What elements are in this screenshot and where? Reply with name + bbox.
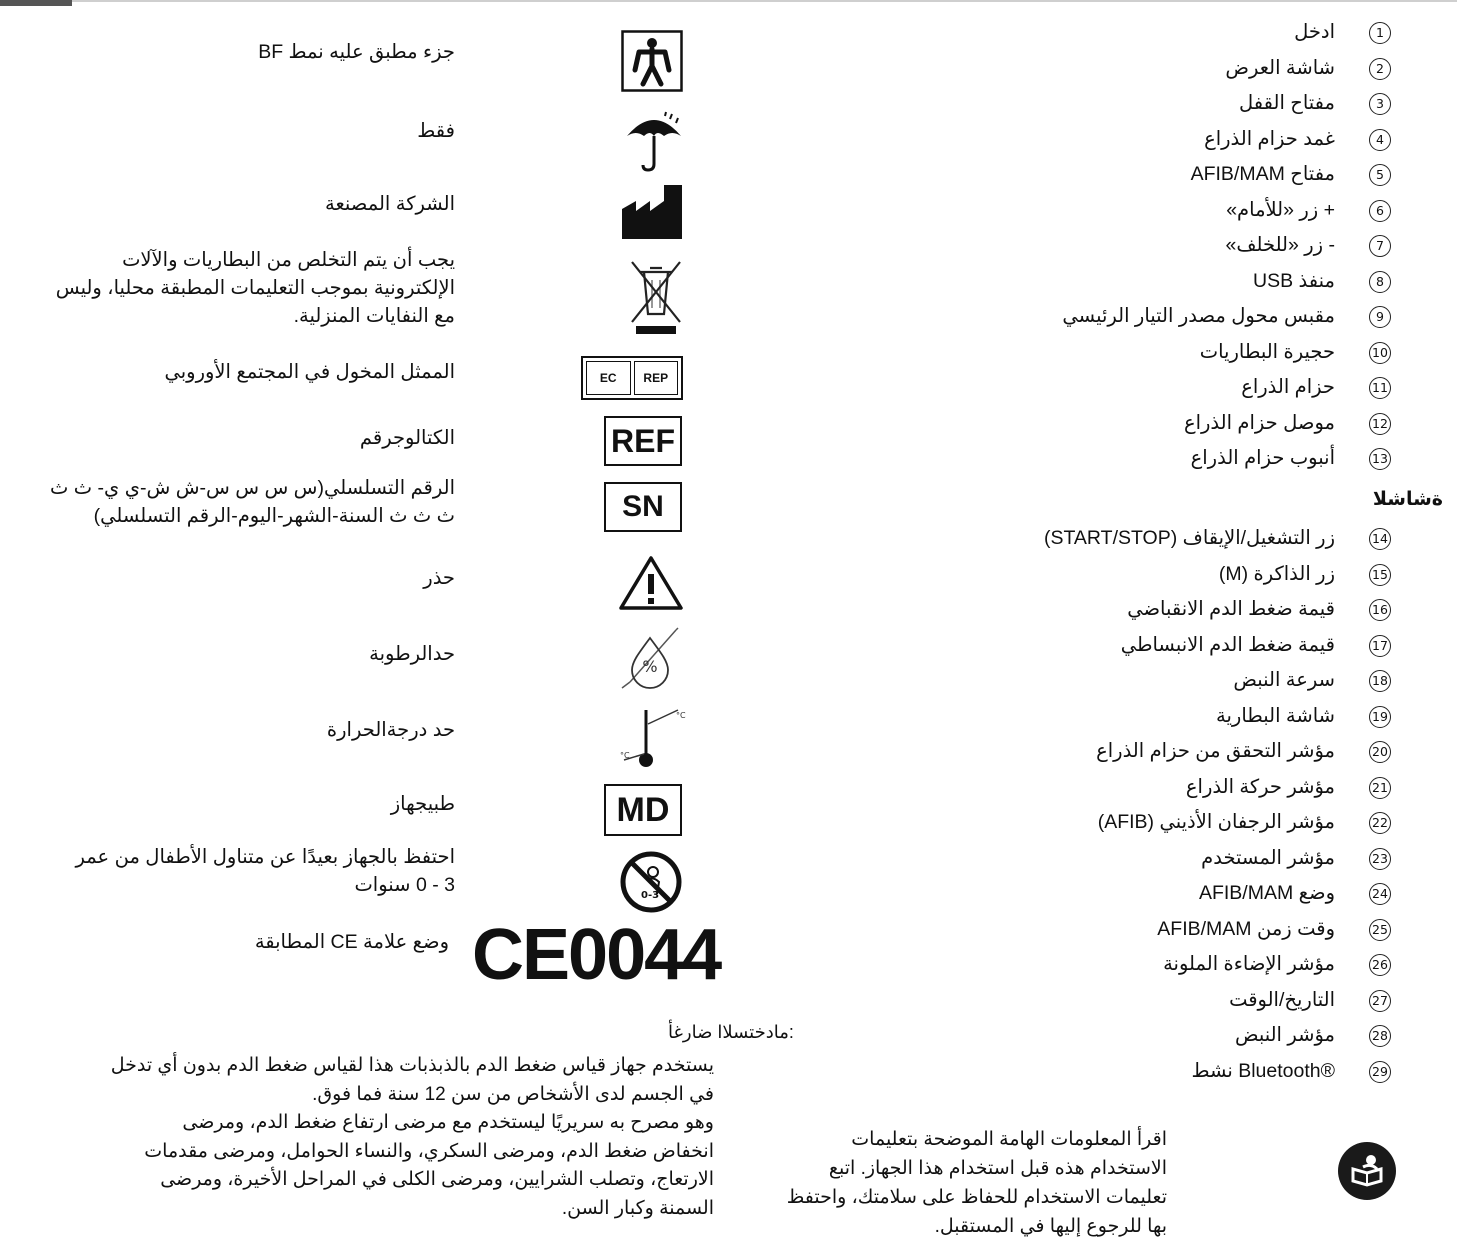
- item-number-badge: 17: [1369, 635, 1391, 657]
- warning-triangle-icon: [618, 554, 684, 612]
- item-number-badge: 19: [1369, 706, 1391, 728]
- item-number-badge: 25: [1369, 919, 1391, 941]
- svg-text:°C: °C: [676, 711, 686, 720]
- humidity-limit-text: حدالرطوبة: [369, 643, 455, 665]
- item-number-badge: 8: [1369, 271, 1391, 293]
- bf-applied-part-icon: [621, 30, 683, 92]
- item-label: منفذ USB: [1253, 269, 1335, 292]
- rep-box: REP: [634, 361, 679, 395]
- item-number-badge: 14: [1369, 528, 1391, 550]
- item-label: مؤشر النبض: [1234, 1024, 1335, 1046]
- keep-away-children-icon: [619, 850, 683, 914]
- item-label: التاريخ/الوقت: [1229, 988, 1335, 1011]
- ce-mark-text: وضع علامة CE المطابقة: [254, 931, 449, 953]
- display-item-18: [900, 662, 1457, 698]
- children-line-1: احتفظ بالجهاز بعيدًا عن متناول الأطفال من عمر: [75, 846, 455, 868]
- display-item-27: [900, 982, 1457, 1018]
- medical-device-icon: [604, 784, 682, 836]
- item-label: أنبوب حزام الذراع: [1190, 447, 1335, 469]
- item-number-badge: 3: [1369, 93, 1391, 115]
- serial-line-1: الرقم التسلسلي(س س س س-ش ش-ي ي- ث ث: [50, 477, 455, 499]
- item-number-badge: 29: [1369, 1061, 1391, 1083]
- component-item-6: [900, 192, 1457, 228]
- intended-use-line-5: الارتعاج، وتصلب الشرايين، ومرضى الكلى في المراحل الأخيرة، ومرضى: [160, 1169, 714, 1190]
- item-label: + زر «للأمام»: [1226, 198, 1335, 221]
- item-number-badge: 15: [1369, 564, 1391, 586]
- note-line-4: بها للرجوع إليها في المستقبل.: [934, 1216, 1167, 1237]
- ec-rep-text: الممثل المخول في المجتمع الأوروبي: [164, 361, 455, 383]
- item-label: مؤشر الإضاءة الملونة: [1163, 953, 1335, 975]
- keep-dry-umbrella-icon: [624, 110, 684, 172]
- weee-line-3: مع النفايات المنزلية.: [293, 305, 455, 327]
- ref-box: REF: [604, 416, 682, 466]
- item-number-badge: 27: [1369, 990, 1391, 1012]
- item-label: شاشة البطارية: [1216, 704, 1335, 727]
- intended-use-line-2: في الجسم لدى الأشخاص من سن 12 سنة فما فوق.: [312, 1083, 714, 1105]
- display-item-20: [900, 733, 1457, 769]
- children-line-2: 3 - 0 سنوات: [354, 874, 455, 896]
- humidity-limit-icon: [620, 624, 680, 690]
- item-number-badge: 1: [1369, 22, 1391, 44]
- item-label: غمد حزام الذراع: [1204, 127, 1335, 150]
- item-label: زر الذاكرة (M): [1218, 562, 1335, 585]
- top-rule: [0, 0, 1457, 2]
- caution-text: حذر: [423, 567, 455, 589]
- display-item-22: [900, 804, 1457, 840]
- display-item-16: [900, 591, 1457, 627]
- keep-away-children-text: [76, 843, 455, 899]
- ec-rep-icon: [581, 356, 683, 400]
- intended-use-line-6: السمنة وكبار السن.: [561, 1197, 714, 1219]
- item-number-badge: 28: [1369, 1025, 1391, 1047]
- display-item-17: [900, 627, 1457, 663]
- component-item-9: [900, 298, 1457, 334]
- weee-line-1: يجب أن يتم التخلص من البطاريات والآلات: [122, 249, 455, 271]
- note-line-3: تعليمات الاستخدام للحفاظ على سلامتك، واحتفظ: [786, 1187, 1167, 1208]
- component-list: [900, 14, 1457, 476]
- item-label: حجيرة البطاريات: [1199, 340, 1335, 363]
- intended-use-line-3: وهو مصرح به سريريًا ليستخدم مع مرضى ارتفاع ضغط الدم، ومرضى: [182, 1112, 714, 1133]
- component-item-11: [900, 369, 1457, 405]
- item-number-badge: 2: [1369, 58, 1391, 80]
- weee-line-2: الإلكترونية بموجب التعليمات المطبقة محليا، وليس: [55, 277, 455, 299]
- manufacturer-text: الشركة المصنعة: [325, 193, 455, 215]
- temperature-limit-icon: [616, 704, 686, 772]
- item-number-badge: 16: [1369, 599, 1391, 621]
- ce-mark-icon: CE0044: [472, 915, 721, 995]
- item-number-badge: 11: [1369, 377, 1391, 399]
- item-number-badge: 18: [1369, 670, 1391, 692]
- item-label: ادخل: [1294, 21, 1335, 43]
- display-item-19: [900, 698, 1457, 734]
- item-number-badge: 5: [1369, 164, 1391, 186]
- catalog-number-text: الكتالوجرقم: [359, 427, 455, 449]
- item-number-badge: 9: [1369, 306, 1391, 328]
- read-manual-icon: [1338, 1142, 1396, 1200]
- item-number-badge: 4: [1369, 129, 1391, 151]
- serial-line-2: ث ث ث السنة-الشهر-اليوم-الرقم التسلسلي): [93, 505, 455, 527]
- temperature-limit-text: حد درجةالحرارة: [326, 719, 455, 741]
- item-number-badge: 13: [1369, 448, 1391, 470]
- item-number-badge: 10: [1369, 342, 1391, 364]
- svg-text:°C: °C: [620, 751, 630, 760]
- item-number-badge: 24: [1369, 883, 1391, 905]
- component-item-3: [900, 85, 1457, 121]
- item-number-badge: 12: [1369, 413, 1391, 435]
- read-manual-note: [735, 1125, 1167, 1241]
- display-item-21: [900, 769, 1457, 805]
- display-list: [900, 520, 1457, 1088]
- item-label: - زر «للخلف»: [1225, 234, 1335, 256]
- display-item-25: [900, 911, 1457, 947]
- item-label: سرعة النبض: [1233, 669, 1335, 691]
- children-age-badge: 0-3: [641, 890, 660, 901]
- item-label: مؤشر المستخدم: [1201, 846, 1335, 869]
- item-label: وضع AFIB/MAM: [1198, 882, 1335, 904]
- keep-dry-text: فقط: [417, 120, 455, 142]
- manufacturer-factory-icon: [620, 183, 684, 241]
- item-number-badge: 20: [1369, 741, 1391, 763]
- item-number-badge: 21: [1369, 777, 1391, 799]
- display-section-heading: ةشاشلا: [1372, 489, 1443, 510]
- item-label: مقبس محول مصدر التيار الرئيسي: [1062, 305, 1335, 327]
- item-label: وقت زمن AFIB/MAM: [1157, 917, 1335, 940]
- weee-disposal-text: [56, 246, 455, 330]
- display-item-23: [900, 840, 1457, 876]
- display-item-29: [900, 1053, 1457, 1089]
- intended-use-title: :مادختسلاا ضارغأ: [668, 1022, 794, 1042]
- intended-use-line-1: يستخدم جهاز قياس ضغط الدم بالذبذبات هذا لقياس ضغط الدم بدون أي تدخل: [110, 1055, 714, 1076]
- component-item-13: [900, 440, 1457, 476]
- component-item-7: [900, 227, 1457, 263]
- item-label: مؤشر الرجفان الأذيني (AFIB): [1097, 811, 1335, 833]
- component-item-8: [900, 263, 1457, 299]
- top-tab: [0, 0, 72, 6]
- component-item-10: [900, 334, 1457, 370]
- item-label: شاشة العرض: [1225, 56, 1335, 79]
- intended-use-body: [14, 1052, 714, 1223]
- serial-number-text: [50, 474, 455, 530]
- note-line-1: اقرأ المعلومات الهامة الموضحة بتعليمات: [851, 1129, 1167, 1150]
- item-label: قيمة ضغط الدم الانقباضي: [1127, 598, 1335, 620]
- item-label: مؤشر التحقق من حزام الذراع: [1096, 740, 1335, 762]
- item-number-badge: 23: [1369, 848, 1391, 870]
- display-item-28: [900, 1017, 1457, 1053]
- item-number-badge: 26: [1369, 954, 1391, 976]
- intended-use-line-4: انخفاض ضغط الدم، ومرضى السكري، والنساء الحوامل، ومرضى مقدمات: [144, 1140, 714, 1162]
- crossed-bin-icon: [628, 258, 684, 336]
- item-label: ®Bluetooth نشط: [1191, 1059, 1335, 1082]
- ec-box: EC: [586, 361, 631, 395]
- display-item-14: [900, 520, 1457, 556]
- display-item-15: [900, 556, 1457, 592]
- note-line-2: الاستخدام هذه قبل استخدام هذا الجهاز. اتبع: [828, 1158, 1167, 1179]
- component-item-2: [900, 50, 1457, 86]
- item-number-badge: 7: [1369, 235, 1391, 257]
- sn-box: SN: [604, 482, 682, 532]
- ref-icon: [604, 416, 682, 466]
- item-number-badge: 6: [1369, 200, 1391, 222]
- serial-number-icon: [604, 482, 682, 532]
- component-item-4: [900, 121, 1457, 157]
- item-label: زر التشغيل/الإيقاف (START/STOP): [1043, 527, 1335, 549]
- svg-text:%: %: [642, 657, 658, 676]
- component-item-12: [900, 405, 1457, 441]
- item-label: موصل حزام الذراع: [1183, 411, 1335, 434]
- item-label: مؤشر حركة الذراع: [1185, 775, 1335, 798]
- item-number-badge: 22: [1369, 812, 1391, 834]
- item-label: قيمة ضغط الدم الانبساطي: [1120, 633, 1335, 656]
- display-item-24: [900, 875, 1457, 911]
- item-label: مفتاح AFIB/MAM: [1190, 163, 1335, 185]
- bf-applied-part-text: جزء مطبق عليه نمط BF: [258, 41, 455, 63]
- item-label: مفتاح القفل: [1239, 92, 1335, 114]
- component-item-5: [900, 156, 1457, 192]
- component-item-1: [900, 14, 1457, 50]
- md-box: MD: [604, 784, 682, 836]
- item-label: حزام الذراع: [1241, 376, 1335, 398]
- medical-device-text: طبيجهاز: [390, 793, 455, 815]
- display-item-26: [900, 946, 1457, 982]
